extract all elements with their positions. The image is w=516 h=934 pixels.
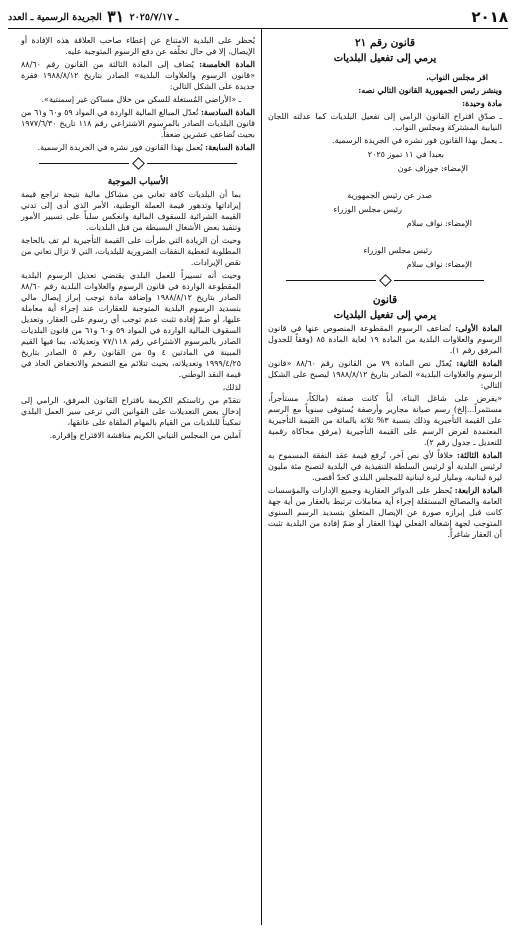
article-7	[21, 142, 255, 153]
journal-issue-line	[8, 7, 179, 26]
article-4-label: المادة الرابعة:	[454, 485, 502, 495]
reasons-divider	[21, 158, 255, 170]
article-6	[21, 107, 255, 140]
article-1-label: المادة الأولى:	[455, 323, 502, 333]
article-3-label: المادة الثالثة:	[457, 450, 503, 460]
left-column	[15, 29, 259, 925]
article-4-text: يُحظر على الدوائر العقارية وجميع الإدارات والمؤسسات العامة والمصالح المستقلة إجراء أية معاملات ترتبط بالعقار من أية جهة كانت قبل إبرازه صورة عن الإيصال المتعلق بتسديد الرسم السنوي المتوجب لجهة إشغاله الفعلي لهذا العقار أو ضمّ إفادة من البلدية تثبت أن العقار شاغراً.	[268, 486, 502, 539]
single-article-label: مادة وحيدة:	[462, 98, 502, 108]
page-number: ٢٠١٨	[471, 7, 508, 26]
section-divider	[268, 275, 502, 287]
article-1-text: تُضاعف الرسوم المقطوعة المنصوص عنها في قانون الرسوم والعلاوات البلدية من المادة ١٩ لغاية المادة ٨٥ (وفقاً للجدول المرفق رقم ١).	[268, 324, 503, 355]
article-5	[21, 59, 255, 92]
reason-3: وحيث أنه تسييراً للعمل البلدي يقتضي تعديل الرسوم البلدية المقطوعة الواردة في قانون الرسوم والعلاوات البلدية رقم ٨٨/٦٠ الصادر بتاريخ ١٩٨٨/٨/١٢ وإضافة مادة توجب إبراز إيصال مالي بتسديد الرسوم البلدية المتوجبة للعقارات عند إجراء أية معاملة عليها، أو ضمّ إفادة تثبت عدم توجب أي رسوم على العقار، وتعديل السقوف المالية الواردة في المواد ٥٩ و٦٠ و٦١ من قانون البلديات الصادر بالمرسوم الاشتراعي رقم ٧٧/١١٨ وتعديلاته، بما فيها القيم المبينة في المادتين ٤ و٥ من القانون رقم ٥ الصادر بتاريخ ١٩٩٩/٤/٢٥ وتعديلاته، بحيث تتلائم مع التضخم والانخفاض الحاد في قيمة النقد الوطني.	[21, 271, 242, 379]
article-3	[268, 450, 502, 483]
law-21-date: بعبدا في ١١ تموز ٢٠٢٥	[367, 150, 444, 159]
article-2-text: يُعدّل نص المادة ٧٩ من القانون رقم ٨٨/٦٠ «قانون الرسوم والعلاوات البلدية» الصادر بتاريخ ١٩٨٨/٨/١٢ ليصبح على الشكل التالي:	[268, 359, 502, 390]
column-divider	[261, 29, 262, 925]
reason-therefore: لذلك،	[222, 383, 241, 392]
article-4-continuation: يُحظر على البلدية الامتناع عن إعطاء صاحب العلاقة هذه الإفادة أو الإيصال، إلا في حال تخلّفه عن دفع الرسوم المتوجبة عليه.	[21, 36, 255, 56]
law-21-subtitle: يرمي إلى تفعيل البلديات	[333, 53, 437, 64]
issue-date: ـ ٢٠٢٥/٧/١٧	[129, 12, 179, 23]
pm-signature-2: الإمضاء: نواف سلام	[406, 260, 472, 269]
article-7-text: يُعمل بهذا القانون فور نشره في الجريدة الرسمية.	[37, 143, 203, 152]
two-column-body	[8, 29, 508, 925]
pm-title: رئيس مجلس الوزراء	[333, 205, 402, 214]
article-4	[268, 485, 502, 540]
article-3-text: خلافاً لأي نص آخر، تُرفع قيمة عقد النفقة المسموح به لرئيس البلدية أو لرئيس السلطة التنفيذية في البلدية لتصبح مئة مليون ليرة لبنانية، ومليار ليرة لبنانية للمجلس البلدي كحدّ أقصى.	[268, 451, 502, 482]
right-column	[264, 29, 508, 925]
issue-number: ٣١	[107, 7, 125, 26]
issued-by-line: صدر عن رئيس الجمهورية	[347, 191, 432, 200]
reason-1: بما أن البلديات كافة تعاني من مشاكل مالية نتيجة تراجع قيمة إيراداتها وتدهور قيمة العملة الوطنية، الأمر الذي أدى إلى تدني القيمة الشرائية للسقوف المالية وانعكس سلباً على تسيير الأمور وتنفيذ بعض الأشغال البسيطة من قبل البلديات.	[21, 190, 241, 232]
article-5-label: المادة الخامسة:	[199, 59, 255, 69]
article-7-label: المادة السابعة:	[205, 142, 255, 152]
single-article-item-2: ـ يعمل بهذا القانون فور نشره في الجريدة الرسمية.	[332, 136, 502, 145]
president-signature: الإمضاء: جوزاف عون	[397, 164, 468, 173]
journal-name: الجريدة الرسمية ـ العدد	[8, 12, 102, 23]
diamond-ornament-icon	[132, 157, 145, 170]
article-5-quote: ـ «الأراضي المُستغلة للسكن من خلال مساكن غير إسمنتية».	[41, 95, 241, 104]
law-subtitle: يرمي إلى تفعيل البلديات	[333, 310, 437, 321]
pm-signature: الإمضاء: نواف سلام	[406, 219, 472, 228]
single-article-item-1: ـ صدّق اقتراح القانون الرامي إلى تفعيل البلديات كما عدلته اللجان النيابية المشتركة ومجلس النواب.	[268, 112, 502, 132]
reason-2: وحيث أن الزيادة التي طرأت على القيمة التأجيرية لم تف بالحاجة المطلوبة لتغطية النفقات الضرورية للبلديات، التي لا تزال تعاني من نقص الإيرادات.	[21, 236, 241, 267]
law-21-title: قانون رقم ٢١	[355, 37, 415, 49]
enactment-line-1: اقر مجلس النواب،	[426, 72, 488, 82]
article-6-label: المادة السادسة:	[200, 107, 256, 117]
reason-request: نتقدّم من رئاستكم الكريمة باقتراح القانون المرفق، الرامي إلى إدخال بعض التعديلات على القوانين التي ترعى سير العمل البلدي تمكيناً للبلديات من القيام بالمهام الملقاة على عاتقها،	[21, 396, 241, 427]
article-5-text: يُضاف إلى المادة الثالثة من القانون رقم ٨٨/٦٠ «قانون الرسوم والعلاوات البلدية» الصادر بتاريخ ١٩٨٨/٨/١٢ فقرة جديدة على الشكل التالي:	[21, 60, 255, 91]
pm-title-2: رئيس مجلس الوزراء	[363, 246, 432, 255]
article-6-text: تُعدّل المبالغ المالية الواردة في المواد ٥٩ و٦٠ و٦١ من قانون البلديات الصادر بالمرسوم الاشتراعي رقم ١١٨ تاريخ ١٩٧٧/٦/٣٠ بحيث تُضاعف عشرين ضعفاً.	[21, 108, 255, 139]
page-header	[8, 6, 508, 29]
article-2	[268, 358, 502, 391]
article-2-quote: «يفرض على شاغل البناء، أياً كانت صفته (مالكاً، مستأجراً، مستثمراً...إلخ) رسم صيانة مجارير وأرصفة يُستوفى سنوياً مع الرسم على القيمة التأجيرية وذلك بنسبة ٣% ثلاثة بالمائة من القيمة التأجيرية المعتمدة لفرض الرسم على القيمة التأجيرية (مرفق محاكاة رقمية للتعديل ـ جدول رقم ٢).	[268, 394, 502, 447]
article-2-label: المادة الثانية:	[456, 358, 503, 368]
diamond-ornament-icon	[379, 274, 392, 287]
enactment-line-2: وينشر رئيس الجمهورية القانون التالي نصه:	[358, 85, 502, 95]
reasons-title: الأسباب الموجبة	[107, 177, 169, 187]
law-title: قانون	[372, 294, 398, 306]
article-1	[268, 323, 502, 356]
reason-closing: آملين من المجلس النيابي الكريم مناقشة الاقتراح وإقراره.	[49, 431, 241, 440]
